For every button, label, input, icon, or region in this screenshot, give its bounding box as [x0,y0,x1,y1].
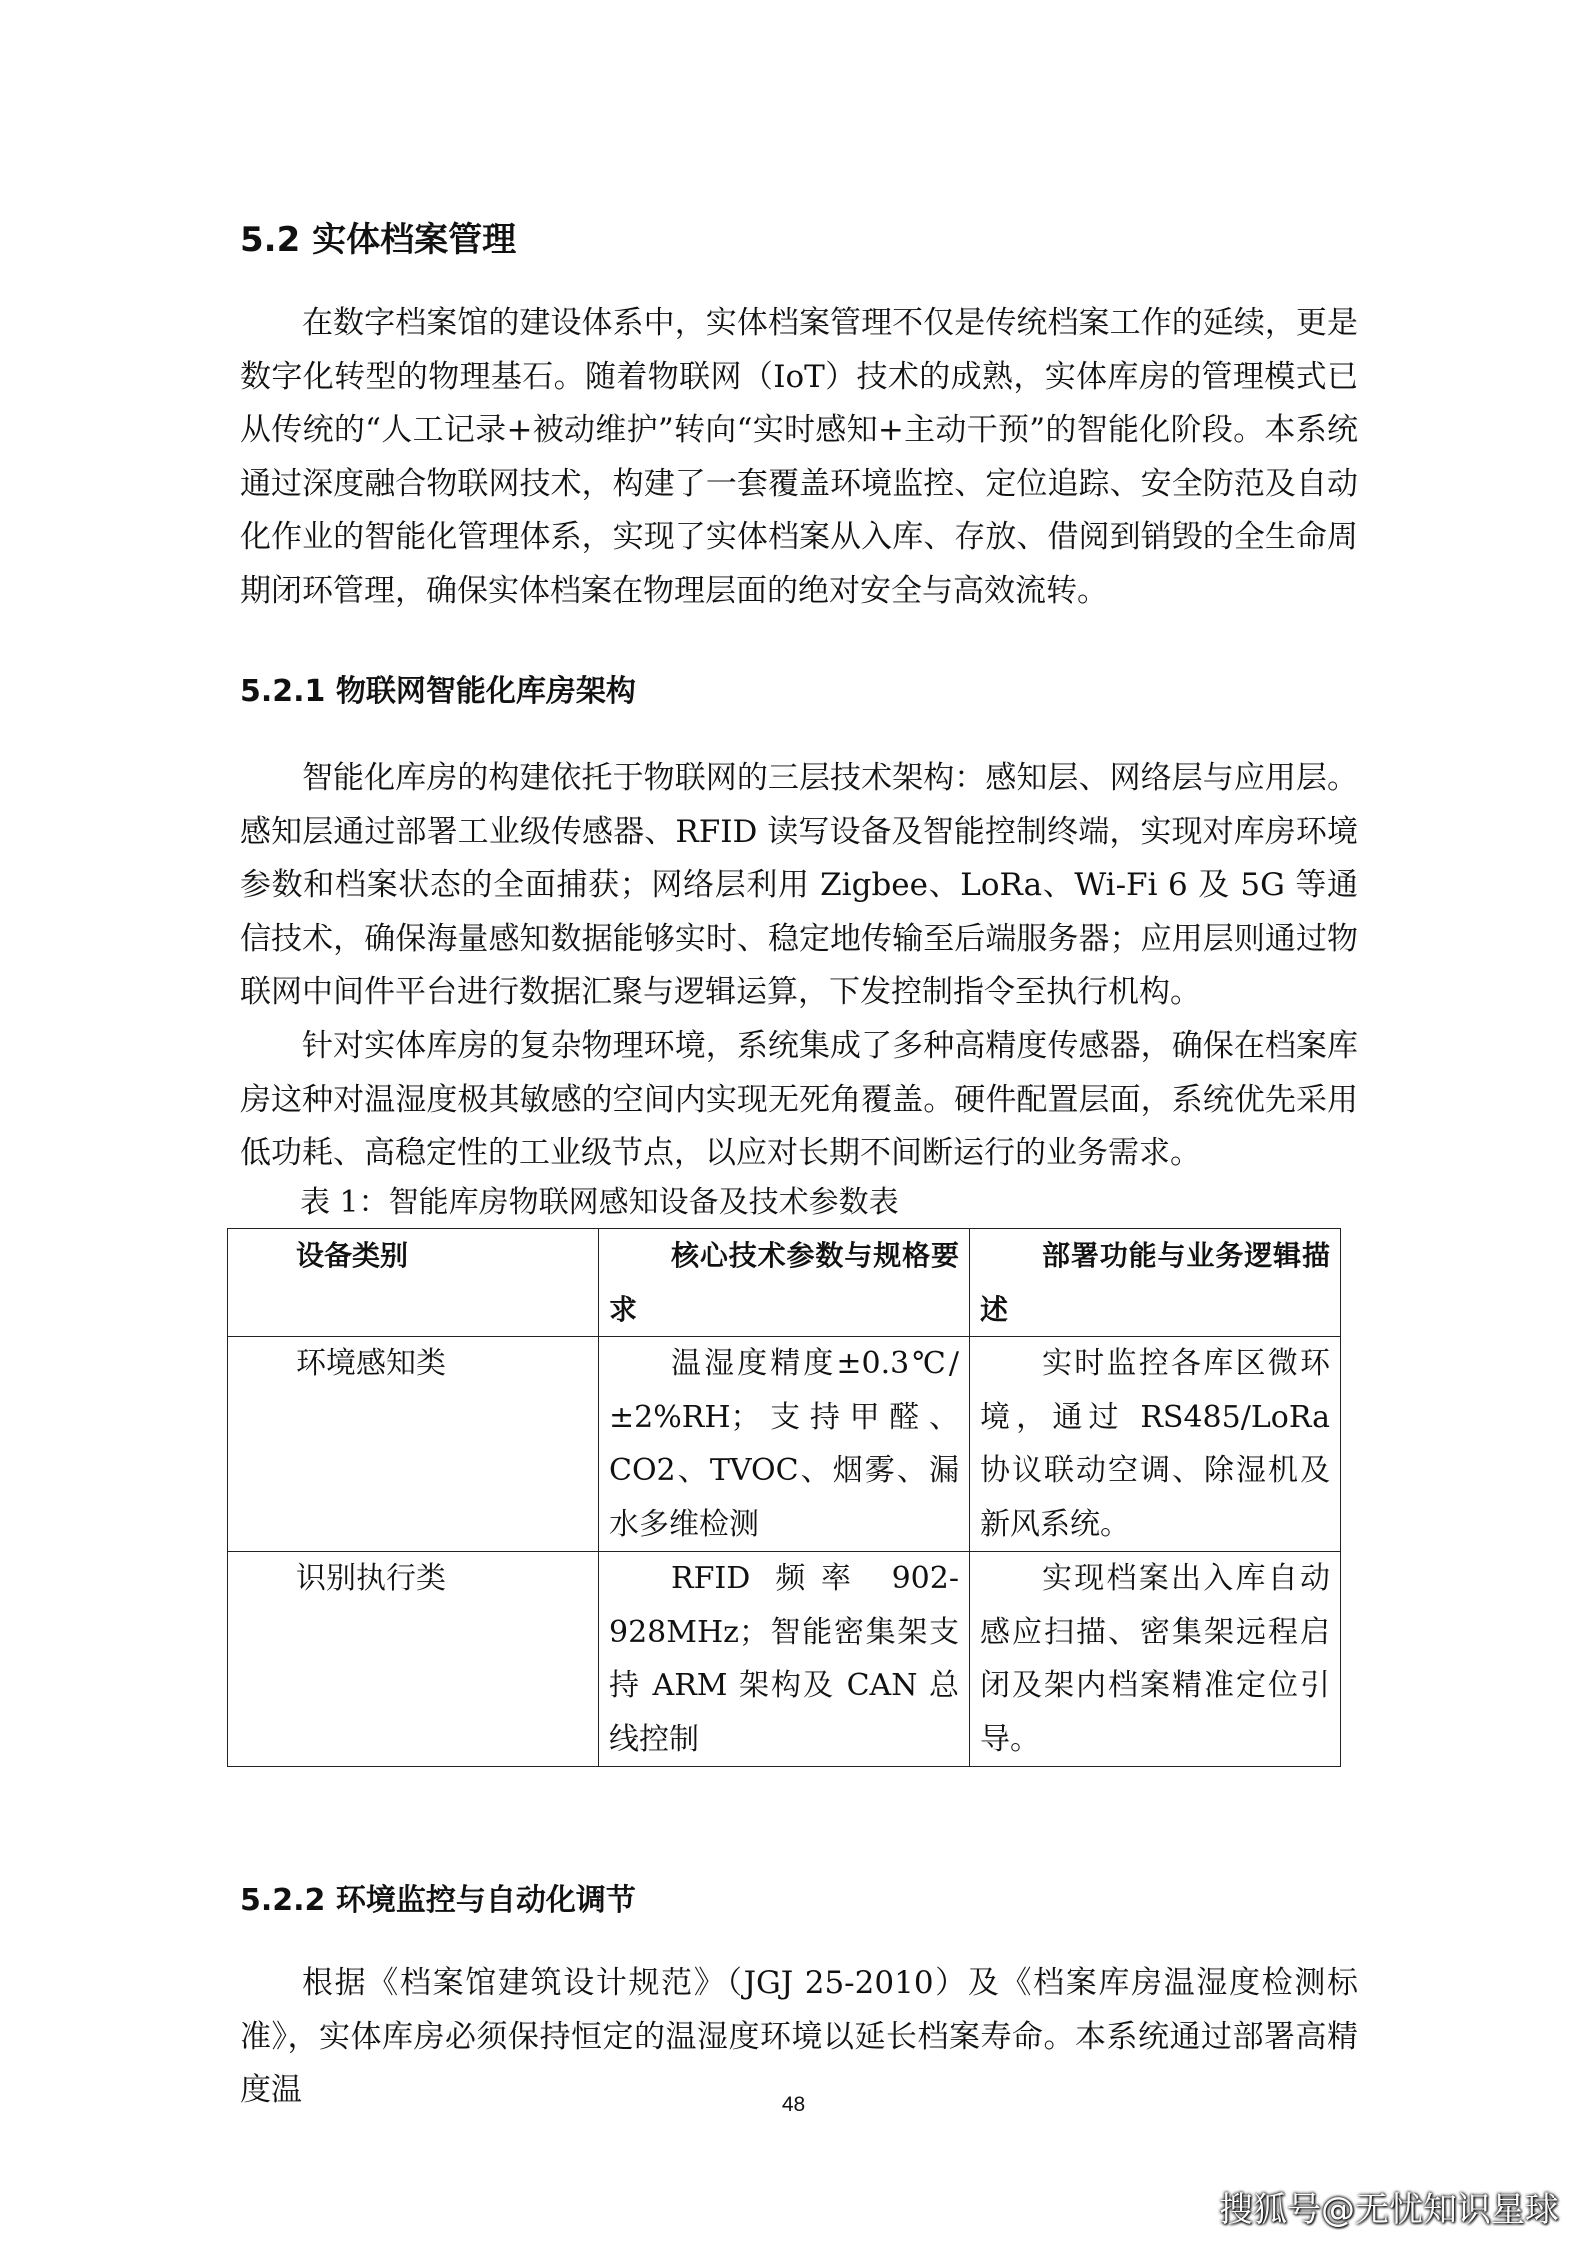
table-cell: 温湿度精度±0.3℃/±2%RH；支持甲醛、CO2、TVOC、烟雾、漏水多维检测 [599,1337,970,1552]
table-row [228,1552,1341,1767]
device-parameter-table [227,1228,1341,1767]
table-cell: 识别执行类 [228,1552,599,1767]
table-caption: 表 1：智能库房物联网感知设备及技术参数表 [300,1185,899,1220]
page-number: 48 [781,2093,806,2116]
table-cell: RFID 频率 902-928MHz；智能密集架支持 ARM 架构及 CAN 总线控制 [599,1552,970,1767]
subsection-title-5-2-2: 5.2.2 环境监控与自动化调节 [240,1883,636,1918]
table-cell: 实现档案出入库自动感应扫描、密集架远程启闭及架内档案精准定位引导。 [970,1552,1341,1767]
section-title: 5.2 实体档案管理 [240,220,517,260]
table-cell: 实时监控各库区微环境，通过 RS485/LoRa 协议联动空调、除湿机及新风系统。 [970,1337,1341,1552]
watermark: 搜狐号@无忧知识星球 [1219,2190,1559,2230]
table-header-cell: 核心技术参数与规格要求 [599,1229,970,1337]
architecture-paragraph: 智能化库房的构建依托于物联网的三层技术架构：感知层、网络层与应用层。感知层通过部署工业级传感器、RFID 读写设备及智能控制终端，实现对库房环境参数和档案状态的全面捕获；网络层利用 Zigbee、LoRa、Wi-Fi 6 及 5G 等通信技术，确保海量感知数据能够实时、稳定地传输至后端服务器；应用层则通过物联网中间件平台进行数据汇聚与逻辑运算，下发控制指令至执行机构。 [240,760,1358,1010]
environment-paragraph: 根据《档案馆建筑设计规范》（JGJ 25-2010）及《档案库房温湿度检测标准》，实体库房必须保持恒定的温湿度环境以延长档案寿命。本系统通过部署高精度温 [240,1965,1358,2108]
table-header-row [228,1229,1341,1337]
subsection-title-5-2-1: 5.2.1 物联网智能化库房架构 [240,674,636,709]
table-row [228,1337,1341,1552]
sensor-paragraph: 针对实体库房的复杂物理环境，系统集成了多种高精度传感器，确保在档案库房这种对温湿度极其敏感的空间内实现无死角覆盖。硬件配置层面，系统优先采用低功耗、高稳定性的工业级节点，以应对长期不间断运行的业务需求。 [240,1028,1358,1171]
section-intro-paragraph: 在数字档案馆的建设体系中，实体档案管理不仅是传统档案工作的延续，更是数字化转型的物理基石。随着物联网（IoT）技术的成熟，实体库房的管理模式已从传统的“人工记录+被动维护”转向“实时感知+主动干预”的智能化阶段。本系统通过深度融合物联网技术，构建了一套覆盖环境监控、定位追踪、安全防范及自动化作业的智能化管理体系，实现了实体档案从入库、存放、借阅到销毁的全生命周期闭环管理，确保实体档案在物理层面的绝对安全与高效流转。 [240,305,1358,609]
table-cell: 环境感知类 [228,1337,599,1552]
table-header-cell: 设备类别 [228,1229,599,1337]
table-header-cell: 部署功能与业务逻辑描述 [970,1229,1341,1337]
